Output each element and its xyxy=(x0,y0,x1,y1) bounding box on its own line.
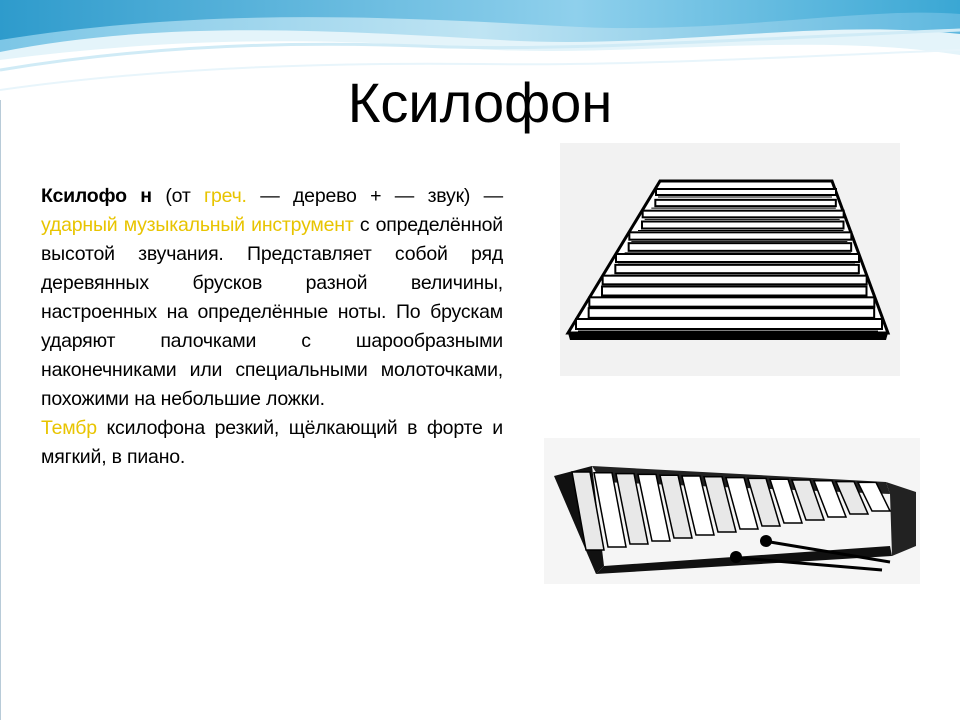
xylophone-bar xyxy=(643,211,844,218)
xylophone-bar xyxy=(615,265,859,273)
slide-body-text xyxy=(41,182,503,472)
link-greek[interactable]: греч. xyxy=(204,185,247,207)
paragraph-timbre xyxy=(41,414,503,472)
slide-left-border xyxy=(0,100,1,720)
slide-title: Ксилофон xyxy=(347,71,613,134)
xylophone-bar xyxy=(629,243,851,251)
xylophone-bar xyxy=(589,297,874,306)
xylophone-bar xyxy=(576,319,882,329)
xylophone-bar xyxy=(629,232,851,239)
xylophone-bar xyxy=(642,222,844,229)
text-segment: — дерево + — звук) — xyxy=(246,185,503,207)
xylophone-bar xyxy=(656,189,836,195)
paragraph-definition xyxy=(41,182,503,414)
xylophone-bar xyxy=(616,254,859,262)
link-timbre[interactable]: Тембр xyxy=(41,417,97,439)
xylophone-bar xyxy=(655,200,836,206)
xylophone-bar xyxy=(603,276,867,285)
text-segment: ксилофона резкий, щёлкающий в форте и мягкий, в пиано. xyxy=(41,417,503,468)
term-xylophone: Ксилофо н xyxy=(41,185,152,207)
link-percussion-instrument[interactable]: ударный музыкальный инструмент xyxy=(41,214,354,236)
xylophone-bar xyxy=(602,287,867,296)
xylophone-perspective-image xyxy=(560,143,900,376)
xylophone-bar xyxy=(589,308,874,318)
xylophone-mallets-image xyxy=(544,438,920,584)
text-segment: с определённой высотой звучания. Представляет собой ряд деревянных брусков разной величины, настроенных на определённые ноты. По брускам ударяют палочками с шарообразными наконечниками или специальными молоточками, похожими на небольшие ложки. xyxy=(41,214,503,410)
text-segment: (от xyxy=(165,185,205,207)
